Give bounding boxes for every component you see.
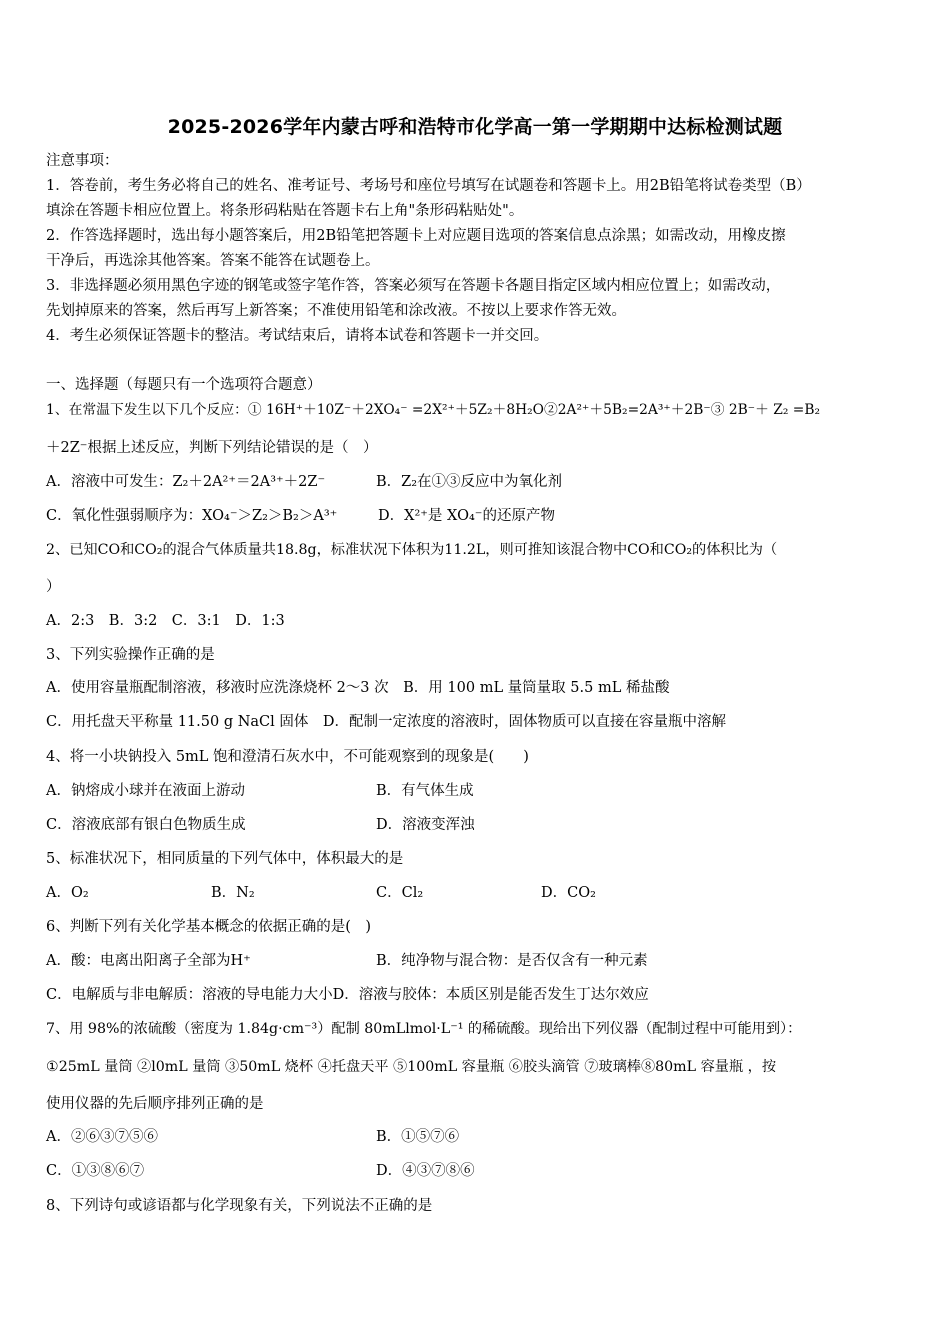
question-4-option-a: A．钠熔成小球并在液面上游动	[46, 783, 245, 799]
question-8-stem: 8、下列诗句或谚语都与化学现象有关，下列说法不正确的是	[46, 1198, 433, 1214]
page-title: 2025-2026学年内蒙古呼和浩特市化学高一第一学期期中达标检测试题	[167, 116, 783, 138]
question-1-stem-cont: ＋2Z⁻根据上述反应，判断下列结论错误的是（ ）	[46, 440, 378, 456]
question-7-stem-cont: 使用仪器的先后顺序排列正确的是	[46, 1096, 264, 1112]
question-3-stem: 3、下列实验操作正确的是	[46, 647, 215, 663]
question-1-option-b: B．Z₂在①③反应中为氧化剂	[376, 474, 563, 490]
notes-line: 3．非选择题必须用黑色字迹的钢笔或签字笔作答，答案必须写在答题卡各题目指定区域内相应位置上；如需改动，	[46, 278, 781, 294]
question-6-option-a: A．酸：电离出阳离子全部为H⁺	[46, 953, 251, 969]
question-3-options-cd: C．用托盘天平称量 11.50 g NaCl 固体 D．配制一定浓度的溶液时，固体物质可以直接在容量瓶中溶解	[46, 714, 727, 730]
question-6-options-cd: C．电解质与非电解质：溶液的导电能力大小D．溶液与胶体：本质区别是能否发生丁达尔效应	[46, 987, 649, 1003]
question-2-options: A．2:3 B．3:2 C．3:1 D．1:3	[46, 613, 285, 629]
question-4-option-c: C．溶液底部有银白色物质生成	[46, 817, 246, 833]
notes-line: 填涂在答题卡相应位置上。将条形码粘贴在答题卡右上角"条形码粘贴处"。	[46, 203, 524, 219]
question-2-stem-cont: ）	[46, 579, 61, 595]
question-5-stem: 5、标准状况下，相同质量的下列气体中，体积最大的是	[46, 851, 404, 867]
question-1-option-d: D．X²⁺是 XO₄⁻的还原产物	[378, 508, 555, 524]
question-2-stem: 2、已知CO和CO₂的混合气体质量共18.8g，标准状况下体积为11.2L，则可推知该混合物中CO和CO₂的体积比为（	[46, 542, 778, 558]
question-4-option-b: B．有气体生成	[376, 783, 474, 799]
question-7-option-b: B．①⑤⑦⑥	[376, 1129, 460, 1145]
question-5-option-b: B．N₂	[211, 885, 255, 901]
question-6-stem: 6、判断下列有关化学基本概念的依据正确的是( )	[46, 919, 372, 935]
question-5-option-a: A．O₂	[46, 885, 89, 901]
question-5-option-c: C．Cl₂	[376, 885, 424, 901]
notes-heading: 注意事项：	[46, 153, 119, 169]
notes-line: 1．答卷前，考生务必将自己的姓名、准考证号、考场号和座位号填写在试题卷和答题卡上。用2B铅笔将试卷类型（B）	[46, 178, 811, 194]
question-7-stem: 7、用 98%的浓硫酸（密度为 1.84g·cm⁻³）配制 80mLlmol·L⁻¹ 的稀硫酸。现给出下列仪器（配制过程中可能用到）：	[46, 1021, 802, 1037]
question-1-option-c: C．氧化性强弱顺序为：XO₄⁻＞Z₂＞B₂＞A³⁺	[46, 508, 338, 524]
question-1-option-a: A．溶液中可发生：Z₂＋2A²⁺＝2A³⁺＋2Z⁻	[46, 474, 326, 490]
question-1-stem: 1、在常温下发生以下几个反应：① 16H⁺＋10Z⁻＋2XO₄⁻ =2X²⁺＋5Z₂＋8H₂O②2A²⁺＋5B₂=2A³⁺＋2B⁻③ 2B⁻＋ Z₂ =B₂	[46, 402, 820, 418]
notes-line: 先划掉原来的答案，然后再写上新答案；不准使用铅笔和涂改液。不按以上要求作答无效。	[46, 303, 626, 319]
question-7-stem-cont: ①25mL 量筒 ②l0mL 量筒 ③50mL 烧杯 ④托盘天平 ⑤100mL 容量瓶 ⑥胶头滴管 ⑦玻璃棒⑧80mL 容量瓶 ，按	[46, 1059, 777, 1075]
question-5-option-d: D．CO₂	[541, 885, 596, 901]
question-6-option-b: B．纯净物与混合物：是否仅含有一种元素	[376, 953, 648, 969]
notes-line: 干净后，再选涂其他答案。答案不能答在试题卷上。	[46, 253, 380, 269]
question-4-option-d: D．溶液变浑浊	[376, 817, 475, 833]
section-heading: 一、选择题（每题只有一个选项符合题意）	[46, 377, 322, 393]
question-7-option-d: D．④③⑦⑧⑥	[376, 1163, 475, 1179]
question-7-option-a: A．②⑥③⑦⑤⑥	[46, 1129, 158, 1145]
question-4-stem: 4、将一小块钠投入 5mL 饱和澄清石灰水中，不可能观察到的现象是( )	[46, 749, 529, 765]
notes-line: 4．考生必须保证答题卡的整洁。考试结束后，请将本试卷和答题卡一并交回。	[46, 328, 549, 344]
question-3-options-ab: A．使用容量瓶配制溶液，移液时应洗涤烧杯 2～3 次 B．用 100 mL 量筒量取 5.5 mL 稀盐酸	[46, 680, 670, 696]
notes-line: 2．作答选择题时，选出每小题答案后，用2B铅笔把答题卡上对应题目选项的答案信息点涂黑；如需改动，用橡皮擦	[46, 228, 786, 244]
question-7-option-c: C．①③⑧⑥⑦	[46, 1163, 145, 1179]
